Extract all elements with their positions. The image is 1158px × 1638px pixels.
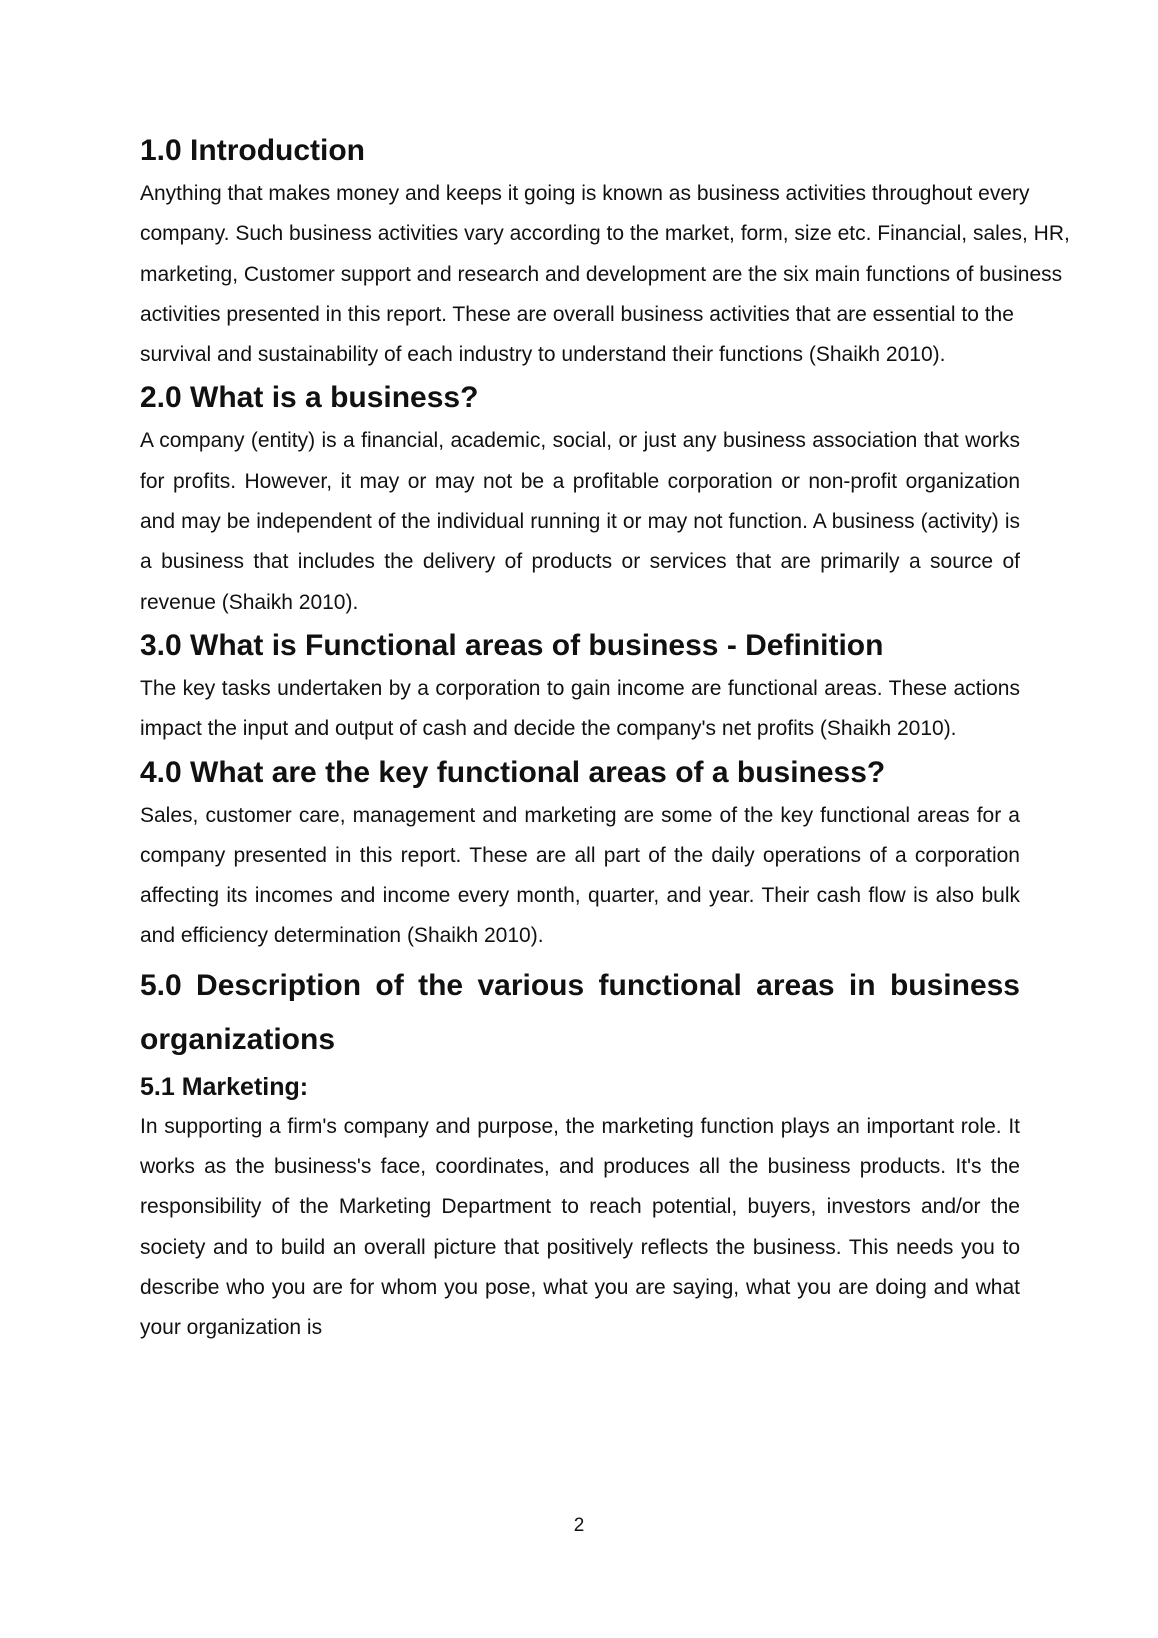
paragraph-marketing: In supporting a firm's company and purpose, the marketing function plays an important role. It works as the business's face, coordinates, and produces all the business products. It's the responsibility of the Marketing Department to reach potential, buyers, investors and/or the society and to build an overall picture that positively reflects the business. This needs you to describe who you are for whom you pose, what you are saying, what you are doing and what your organization is — [140, 1114, 1020, 1340]
heading-what-is-business: 2.0 What is a business? — [140, 381, 479, 415]
page-number: 2 — [573, 1515, 585, 1536]
heading-introduction: 1.0 Introduction — [140, 134, 365, 167]
paragraph-key-functional-areas: Sales, customer care, management and marketing are some of the key functional areas for a company presented in this report. These are all part of the daily operations of a corporation affecting its incomes and income every month, quarter, and year. Their cash flow is also bulk and efficiency determination (Shaikh 2010). — [140, 803, 1020, 948]
heading-description-functional-areas: 5.0 Description of the various functional areas in business organizations — [140, 968, 1020, 1056]
paragraph-introduction: Anything that makes money and keeps it going is known as business activities throughout every company. Such business activities vary according to the market, form, size etc. Financial, sales, HR, marketing, Customer support and research and development are the six main functions of business activities presented in this report. These are overall business activities that are essential to the survival and sustainability of each industry to understand their functions (Shaikh 2010). — [140, 182, 1070, 367]
subheading-marketing: 5.1 Marketing: — [140, 1072, 309, 1101]
paragraph-functional-areas-definition: The key tasks undertaken by a corporation to gain income are functional areas. These actions impact the input and output of cash and decide the company's net profits (Shaikh 2010). — [140, 676, 1020, 741]
paragraph-what-is-business: A company (entity) is a financial, academic, social, or just any business association that works for profits. However, it may or may not be a profitable corporation or non-profit organization and may be independent of the individual running it or may not function. A business (activity) is a business that includes the delivery of products or services that are primarily a source of revenue (Shaikh 2010). — [140, 429, 1020, 614]
document-page — [140, 128, 1070, 1349]
heading-key-functional-areas: 4.0 What are the key functional areas of a business? — [140, 755, 886, 789]
heading-functional-areas-definition: 3.0 What is Functional areas of business - Definition — [140, 628, 884, 662]
